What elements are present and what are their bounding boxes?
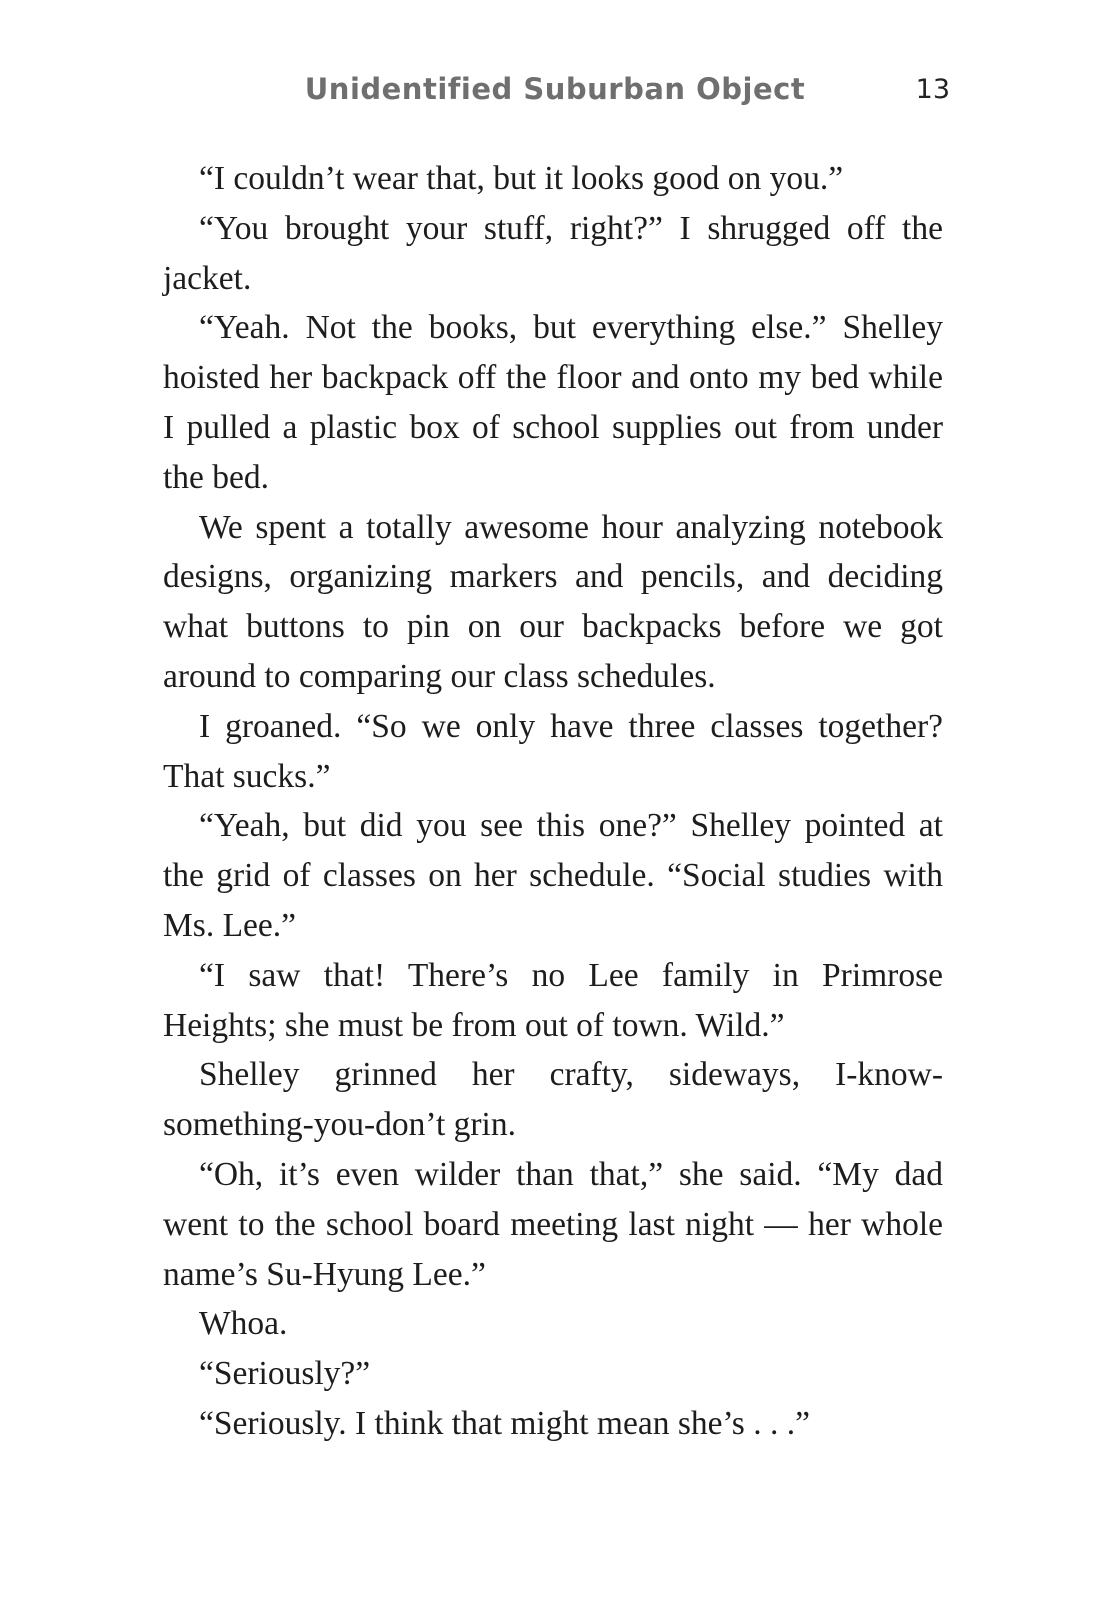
paragraph: Whoa. [199,1305,288,1343]
paragraph: “Seriously?” [199,1355,371,1393]
paragraph: “Yeah. Not the books, but everything else.” Shelley hoisted her backpack off the floor and onto my bed while I pulled a plastic box of school supplies out from under the bed. [163,309,943,496]
paragraph: I groaned. “So we only have three classes together? That sucks.” [163,707,943,795]
body-text [163,154,943,1449]
book-title: Unidentified Suburban Object [304,72,806,106]
paragraph: “Oh, it’s even wilder than that,” she said. “My dad went to the school board meeting last night — her whole name’s Su-Hyung Lee.” [163,1155,943,1293]
paragraph: Shelley grinned her crafty, sideways, I-know-something-you-don’t grin. [163,1056,943,1144]
page-number: 13 [915,74,950,105]
paragraph: We spent a totally awesome hour analyzing notebook designs, organizing markers and pencils, and deciding what buttons to pin on our backpacks before we got around to comparing our class schedules. [163,508,943,695]
paragraph: “Seriously. I think that might mean she’s . . .” [199,1404,810,1442]
paragraph: “Yeah, but did you see this one?” Shelley pointed at the grid of classes on her schedule. “Social studies with Ms. Lee.” [163,807,943,944]
running-head [160,72,950,116]
paragraph: “You brought your stuff, right?” I shrugged off the jacket. [163,209,943,297]
paragraph: “I couldn’t wear that, but it looks good on you.” [199,160,844,197]
paragraph: “I saw that! There’s no Lee family in Primrose Heights; she must be from out of town. Wild.” [163,956,943,1044]
